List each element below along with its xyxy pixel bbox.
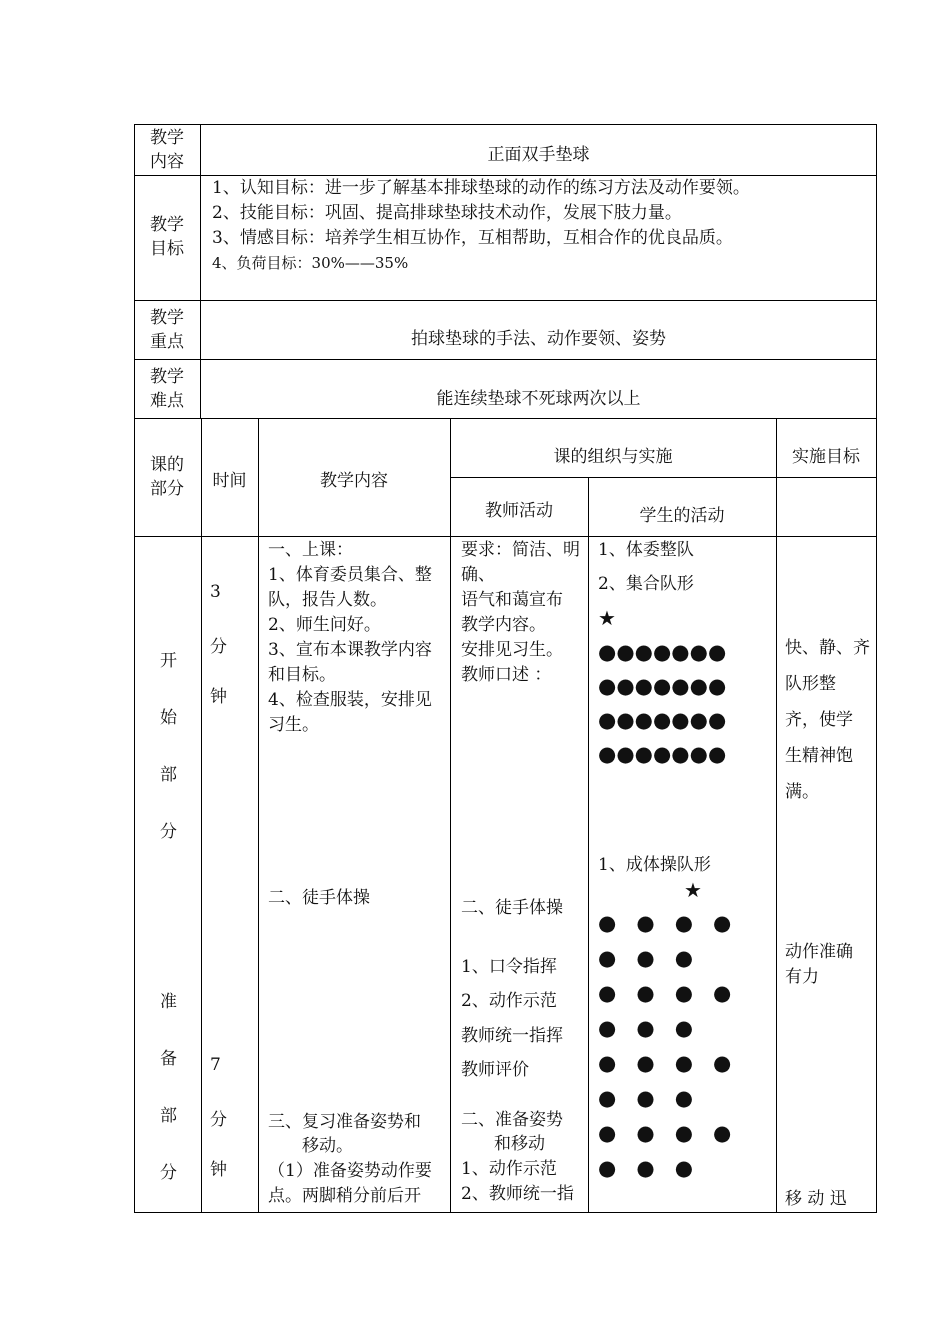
content-line: 1、体育委员集合、整 — [268, 565, 432, 585]
teacher-line: 要求：简洁、明 — [461, 540, 580, 560]
goal-line: 齐，使学 — [785, 710, 853, 730]
content-value: 正面双手垫球 — [487, 145, 590, 165]
dot-row: ●●●●●●● — [598, 640, 727, 664]
dot-row: ● ● ● — [598, 1156, 694, 1180]
part-start-char: 始 — [160, 708, 177, 728]
teacher-line: 教学内容。 — [461, 615, 546, 635]
content-line: 3、宣布本课教学内容 — [268, 640, 432, 660]
key-label: 教学 重点 — [150, 308, 184, 352]
dot-row: ● ● ● ● — [598, 911, 732, 935]
content-exercise: 二、徒手体操 — [268, 888, 370, 908]
content-line: 4、检查服装，安排见 — [268, 690, 432, 710]
teacher-line: 2、教师统一指 — [461, 1184, 574, 1204]
goal-line: 满。 — [785, 782, 819, 802]
header-time: 时间 — [212, 471, 247, 491]
student-line: 1、体委整队 — [598, 540, 694, 560]
part-prep-char: 分 — [160, 1163, 177, 1183]
star-icon: ★ — [598, 606, 616, 630]
goal-line: 动作准确 — [785, 942, 853, 962]
goal-line: 生精神饱 — [785, 746, 853, 766]
goal-item: 1、认知目标：进一步了解基本排球垫球的动作的练习方法及动作要领。 — [212, 178, 750, 198]
goal-review: 移 动 迅 — [785, 1189, 847, 1209]
dot-row: ● ● ● ● — [598, 981, 732, 1005]
part-start-char: 开 — [160, 651, 177, 671]
goals-label: 教学 目标 — [150, 215, 184, 259]
time-start-unit: 分 — [210, 637, 227, 657]
header-goal: 实施目标 — [792, 447, 860, 467]
time-prep-unit: 钟 — [210, 1160, 227, 1180]
difficulty-value: 能连续垫球不死球两次以上 — [436, 389, 641, 409]
goal-item: 3、情感目标：培养学生相互协作，互相帮助，互相合作的优良品质。 — [212, 228, 733, 248]
dot-row: ● ● ● — [598, 946, 694, 970]
content-line: 习生。 — [268, 715, 319, 735]
star-icon: ★ — [684, 878, 702, 902]
header-org: 课的组织与实施 — [553, 447, 673, 467]
teacher-line: 二、徒手体操 — [461, 898, 563, 918]
content-line: 和目标。 — [268, 665, 336, 685]
teacher-line: 安排见习生。 — [461, 640, 563, 660]
teacher-line: 语气和蔼宣布 — [461, 590, 563, 610]
part-prep-char: 准 — [160, 992, 177, 1012]
teacher-line: 1、动作示范 — [461, 1159, 557, 1179]
difficulty-label: 教学 难点 — [150, 367, 184, 411]
goal-line: 快、静、齐 — [785, 638, 870, 658]
time-start-value: 3 — [210, 582, 221, 602]
time-start-unit: 钟 — [210, 687, 227, 707]
teacher-line: 2、动作示范 — [461, 991, 557, 1011]
header-content: 教学内容 — [320, 471, 388, 491]
teacher-line: 教师评价 — [461, 1060, 529, 1080]
student-line: 1、成体操队形 — [598, 855, 711, 875]
content-line: 点。两脚稍分前后开 — [268, 1186, 421, 1206]
student-line: 2、集合队形 — [598, 574, 694, 594]
dot-row: ●●●●●●● — [598, 742, 727, 766]
goal-line: 有力 — [785, 967, 819, 987]
content-line: 2、师生问好。 — [268, 615, 381, 635]
dot-row: ● ● ● — [598, 1016, 694, 1040]
header-part: 课的 部分 — [150, 455, 184, 499]
part-prep-char: 备 — [160, 1049, 177, 1069]
content-line: 一、上课： — [268, 540, 353, 560]
content-line: 移动。 — [302, 1136, 353, 1156]
header-teacher: 教师活动 — [485, 501, 553, 521]
header-student: 学生的活动 — [639, 506, 725, 526]
dot-row: ●●●●●●● — [598, 708, 727, 732]
dot-row: ●●●●●●● — [598, 674, 727, 698]
time-prep-unit: 分 — [210, 1110, 227, 1130]
key-value: 拍球垫球的手法、动作要领、姿势 — [411, 329, 666, 349]
goal-item: 2、技能目标：巩固、提高排球垫球技术动作，发展下肢力量。 — [212, 203, 682, 223]
goal-line: 队形整 — [785, 674, 836, 694]
content-line: 三、复习准备姿势和 — [268, 1112, 421, 1132]
teacher-line: 和移动 — [494, 1134, 545, 1154]
content-line: （1）准备姿势动作要 — [268, 1161, 432, 1181]
time-prep-value: 7 — [210, 1055, 221, 1075]
goal-item: 4、负荷目标：30%——35% — [212, 254, 409, 272]
teacher-line: 1、口令指挥 — [461, 957, 557, 977]
teacher-line: 确、 — [461, 565, 495, 585]
teacher-line: 二、准备姿势 — [461, 1110, 563, 1130]
dot-row: ● ● ● — [598, 1086, 694, 1110]
content-label: 教学 内容 — [150, 128, 184, 172]
teacher-line: 教师口述 ： — [461, 665, 552, 685]
part-prep-char: 部 — [160, 1106, 177, 1126]
content-line: 队，报告人数。 — [268, 590, 387, 610]
dot-row: ● ● ● ● — [598, 1121, 732, 1145]
teacher-line: 教师统一指挥 — [461, 1026, 563, 1046]
dot-row: ● ● ● ● — [598, 1051, 732, 1075]
part-start-char: 分 — [160, 822, 177, 842]
part-start-char: 部 — [160, 765, 177, 785]
